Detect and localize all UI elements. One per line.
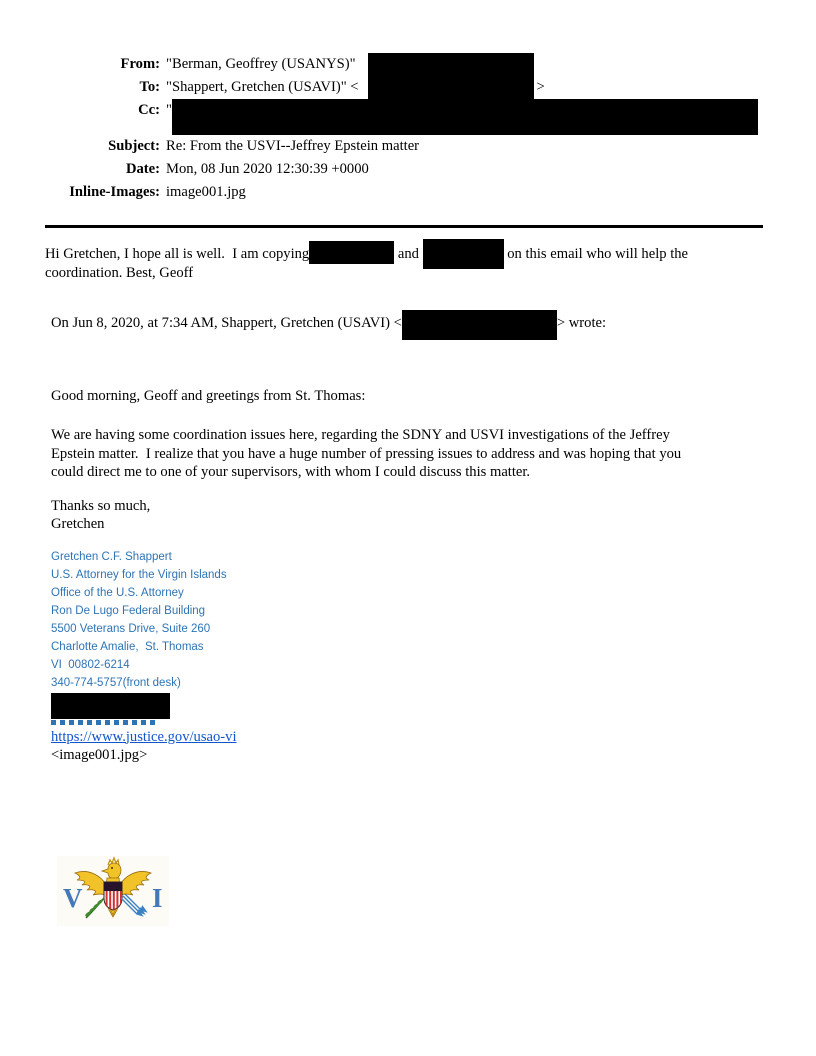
name-redaction-box	[309, 244, 394, 258]
signature-street: 5500 Veterans Drive, Suite 260	[51, 622, 211, 635]
reply-paragraph: Hi Gretchen, I hope all is well. I am copying and on this email who will help the coordination. Best, Geoff	[45, 244, 790, 282]
usvi-flag-image	[57, 856, 169, 926]
signature-phone: 340-774-5757(front desk)	[51, 676, 181, 689]
cc-redaction-box	[172, 99, 758, 135]
signature-name: Gretchen C.F. Shappert	[51, 550, 172, 563]
signature-zip: VI 00802-6214	[51, 658, 130, 671]
quote-attribution: On Jun 8, 2020, at 7:34 AM, Shappert, Gretchen (USAVI) < > wrote:	[51, 313, 771, 333]
from-to-redaction-box	[368, 53, 534, 99]
inline-images-label: Inline-Images:	[69, 184, 160, 200]
usao-vi-link[interactable]: https://www.justice.gov/usao-vi	[51, 728, 237, 745]
partially-redacted-text-sliver	[51, 720, 155, 725]
flag-letter-i: I	[152, 882, 163, 913]
quoted-paragraph: We are having some coordination issues here, regarding the SDNY and USVI investigations of the Jeffrey Epstein matter. I realize that you have a huge number of pressing issues to address and was hoping that you could direct me to one of your supervisors, with whom I could discuss this matter.	[51, 427, 682, 480]
signature-city: Charlotte Amalie, St. Thomas	[51, 640, 204, 653]
subject-value: Re: From the USVI--Jeffrey Epstein matter	[166, 138, 420, 154]
phone-redaction-box	[51, 693, 170, 719]
flag-letter-v: V	[63, 882, 83, 913]
from-value: "Berman, Geoffrey (USANYS)"	[166, 53, 758, 76]
date-label: Date:	[125, 161, 160, 177]
inline-images-value: image001.jpg	[166, 184, 246, 200]
email-address-redaction-box	[402, 313, 557, 327]
name-redaction-box	[423, 244, 504, 258]
date-value: Mon, 08 Jun 2020 12:30:39 +0000	[166, 161, 369, 177]
to-label: To:	[139, 79, 160, 95]
header-divider	[45, 225, 763, 228]
quoted-greeting: Good morning, Geoff and greetings from St. Thomas:	[51, 387, 366, 404]
quoted-closing: Thanks so much, Gretchen	[51, 497, 151, 532]
usvi-flag-svg	[57, 856, 169, 926]
signature-title: U.S. Attorney for the Virgin Islands	[51, 568, 227, 581]
inline-image-tag: <image001.jpg>	[51, 746, 148, 763]
eagle-eye	[111, 867, 113, 869]
signature-office: Office of the U.S. Attorney	[51, 586, 184, 599]
to-value: "Shappert, Gretchen (USAVI)" < >	[166, 79, 545, 95]
from-label: From:	[120, 56, 160, 72]
cc-label: Cc:	[138, 102, 160, 118]
signature-block	[51, 548, 816, 692]
link-line	[51, 728, 816, 746]
signature-building: Ron De Lugo Federal Building	[51, 604, 206, 617]
subject-label: Subject:	[108, 138, 160, 154]
cc-value: "	[166, 99, 758, 135]
